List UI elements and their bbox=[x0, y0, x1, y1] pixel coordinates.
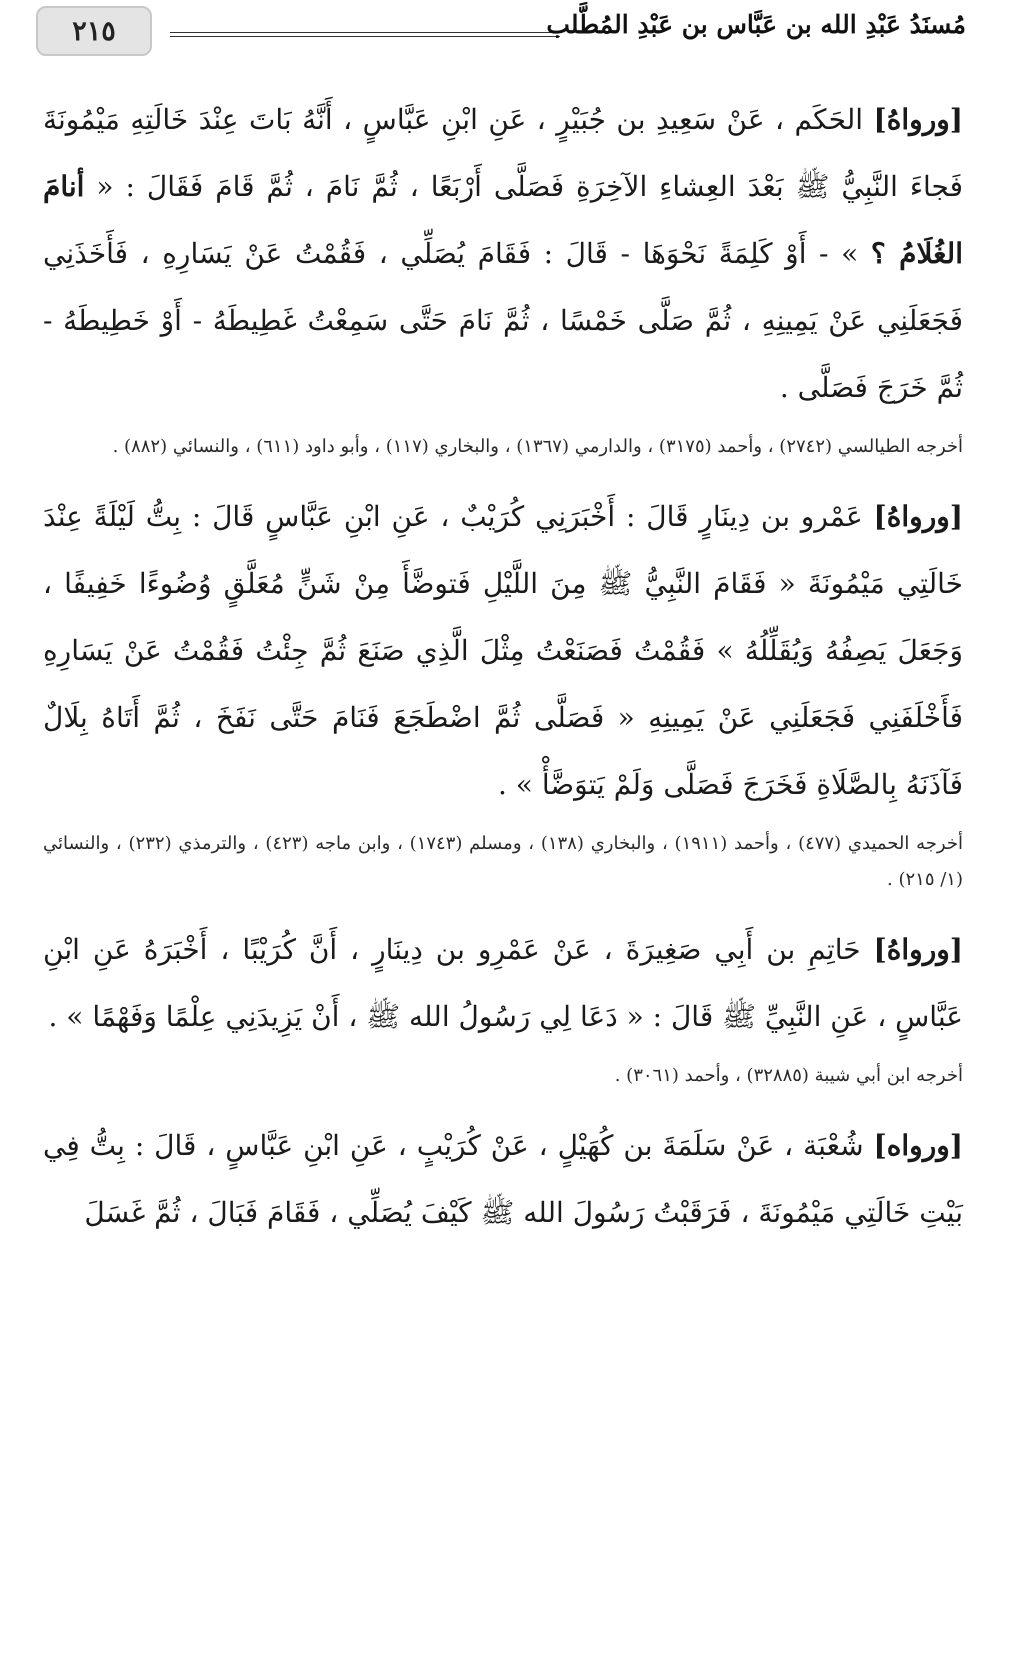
narration-body: حَاتِمِ بن أَبِي صَغِيرَةَ ، عَنْ عَمْرِو بن دِينَارٍ ، أَنَّ كُرَيْبًا ، أَخْبَرَهُ عَنِ ابْنِ عَبَّاسٍ ، عَنِ النَّبِيِّ ﷺ قَالَ : « دَعَا لِي رَسُولُ الله ﷺ ، أَنْ يَزِيدَنِي عِلْمًا وَفَهْمًا » . bbox=[43, 933, 963, 1033]
narration-body-continued: » - أَوْ كَلِمَةً نَحْوَهَا - قَالَ : فَقَامَ يُصَلِّي ، فَقُمْتُ عَنْ يَسَارِهِ ، فَأَخَذَنِي فَجَعَلَنِي عَنْ يَمِينِهِ ، ثُمَّ صَلَّى خَمْسًا ، ثُمَّ نَامَ حَتَّى سَمِعْتُ غَطِيطَهُ - أَوْ خَطِيطَهُ - ثُمَّ خَرَجَ فَصَلَّى . bbox=[43, 237, 963, 404]
narration-lead: [ورواهُ] bbox=[873, 103, 963, 136]
takhrij-note: أخرجه الحميدي (٤٧٧) ، وأحمد (١٩١١) ، والبخاري (١٣٨) ، ومسلم (١٧٤٣) ، وابن ماجه (٤٢٣) ، والترمذي (٢٣٢) ، والنسائي (١/ ٢١٥) . bbox=[43, 833, 963, 890]
page-header bbox=[36, 0, 966, 62]
page-number bbox=[36, 6, 152, 56]
narration-block-4 bbox=[43, 1112, 963, 1246]
takhrij-note: أخرجه الطيالسي (٢٧٤٢) ، وأحمد (٣١٧٥) ، والدارمي (١٣٦٧) ، والبخاري (١١٧) ، وأبو داود (٦١١) ، والنسائي (٨٨٢) . bbox=[112, 436, 963, 457]
emphasized-quote: أنامَ الغُلَامُ ؟ bbox=[43, 170, 963, 270]
narration-body: شُعْبَة ، عَنْ سَلَمَةَ بن كُهَيْلٍ ، عَنْ كُرَيْبٍ ، عَنِ ابْنِ عَبَّاسٍ ، قَالَ : بِتُّ فِي بَيْتِ خَالَتِي مَيْمُونَةَ ، فَرَقَبْتُ رَسُولَ الله ﷺ كَيْفَ يُصَلِّي ، فَقَامَ فَبَالَ ، ثُمَّ غَسَلَ bbox=[43, 1129, 963, 1229]
narration-text bbox=[43, 916, 963, 1050]
narration-text bbox=[43, 483, 963, 818]
narration-lead: [ورواهُ] bbox=[873, 500, 963, 533]
narration-body: عَمْرو بن دِينَارٍ قَالَ : أَخْبَرَنِي كُرَيْبٌ ، عَنِ ابْنِ عَبَّاسٍ قَالَ : بِتُّ لَيْلَةً عِنْدَ خَالَتِي مَيْمُونَةَ « فَقَامَ النَّبِيُّ ﷺ مِنَ اللَّيْلِ فَتوضَّأَ مِنْ شَنٍّ مُعَلَّقٍ وُضُوءًا خَفِيفًا ، وَجَعَلَ يَصِفُهُ وَيُقَلِّلُهُ » فَقُمْتُ فَصَنَعْتُ مِثْلَ الَّذِي صَنَعَ ثُمَّ جِئْتُ فَقُمْتُ عَنْ يَسَارِهِ فَأَخْلَفَنِي فَجَعَلَنِي عَنْ يَمِينِهِ « فَصَلَّى ثُمَّ اضْطَجَعَ فَنَامَ حَتَّى نَفَخَ ، ثُمَّ أَتَاهُ بِلَالٌ فَآذَنَهُ بِالصَّلَاةِ فَخَرَجَ فَصَلَّى وَلَمْ يَتوَضَّأْ » . bbox=[43, 500, 963, 801]
narration-body: الحَكَم ، عَنْ سَعِيدِ بن جُبَيْرٍ ، عَنِ ابْنِ عَبَّاسٍ ، أَنَّهُ بَاتَ عِنْدَ خَالَتِهِ مَيْمُونَةَ فَجاءَ النَّبِيُّ ﷺ بَعْدَ العِشاءِ الآخِرَةِ فَصَلَّى أَرْبَعًا ، ثُمَّ نَامَ ، ثُمَّ قَامَ فَقَالَ : « bbox=[43, 103, 963, 203]
running-title: مُسنَدُ عَبْدِ الله بن عَبَّاس بن عَبْدِ المُطَّلب bbox=[546, 10, 966, 39]
page-content bbox=[43, 86, 963, 1264]
narration-lead: [ورواهُ] bbox=[873, 933, 963, 966]
narration-text bbox=[43, 1112, 963, 1246]
page-number-text: ٢١٥ bbox=[72, 15, 116, 47]
header-rule bbox=[170, 32, 560, 37]
narration-text bbox=[43, 86, 963, 421]
narration-block-3 bbox=[43, 916, 963, 1094]
narration-block-1 bbox=[43, 86, 963, 465]
narration-lead: [ورواه] bbox=[873, 1129, 963, 1162]
takhrij-note: أخرجه ابن أبي شيبة (٣٢٨٨٥) ، وأحمد (٣٠٦١) . bbox=[614, 1065, 963, 1086]
narration-block-2 bbox=[43, 483, 963, 898]
